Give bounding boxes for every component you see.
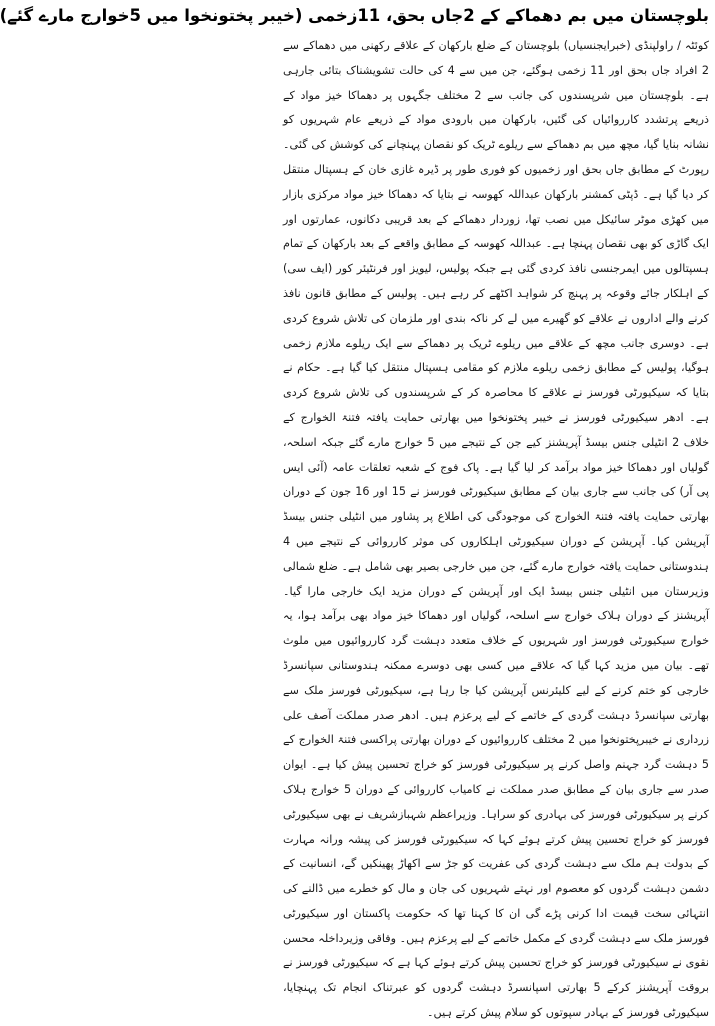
headline: بلوچستان میں بم دھماکے کے 2جاں بحق، 11زخمی (خیبر پختونخوا میں 5خوارج مارے گئے) <box>0 6 709 25</box>
article-body: کوئٹہ / راولپنڈی (خبرایجنسیاں) بلوچستان کے ضلع بارکھان کے علاقے رکھنی میں دھماکے سے 2 افراد جاں بحق اور 11 زخمی ہوگئے، جن میں سے 4 کی حالت تشویشناک بتائی جارہی ہے۔ بلوچستان میں شرپسندوں کی جانب سے 2 مختلف جگہوں پر دھماکا خیز مواد کے ذریعے پرتشدد کارروائیاں کی گئیں، بارکھان میں بارودی مواد کے ذریعے عام شہریوں کو نشانہ بنایا گیا، مچھ میں بم دھماکے سے ریلوے ٹریک کو نقصان پہنچانے کی کوشش کی گئی۔ رپورٹ کے مطابق جاں بحق اور زخمیوں کو فوری طور پر ڈیرہ غازی خان کے ہسپتال منتقل کر دیا گیا ہے۔ ڈپٹی کمشنر بارکھان عبداللہ کھوسہ نے بتایا کہ دھماکا خیز مواد مرکزی بازار میں کھڑی موٹر سائیکل میں نصب تھا، زوردار دھماکے کے بعد قریبی دکانوں، عمارتوں اور ایک گاڑی کو بھی نقصان پہنچا ہے۔ عبداللہ کھوسہ کے مطابق واقعے کے بعد بارکھان کے تمام ہسپتالوں میں ایمرجنسی نافذ کردی گئی ہے جبکہ پولیس، لیویز اور فرنٹیئر کور (ایف سی) کے اہلکار جائے وقوعہ پر پہنچ کر شواہد اکٹھے کر رہے ہیں۔ پولیس کے مطابق قانون نافذ کرنے والے اداروں نے علاقے کو گھیرے میں لے کر ناکہ بندی اور ملزمان کی تلاش شروع کردی ہے۔ دوسری جانب مچھ کے علاقے میں ریلوے ٹریک پر دھماکے سے ایک ریلوے ملازم زخمی ہوگیا، پولیس کے مطابق زخمی ریلوے ملازم کو مقامی ہسپتال منتقل کیا گیا ہے۔ حکام نے بتایا کہ سیکیورٹی فورسز نے علاقے کا محاصرہ کر کے شرپسندوں کی تلاش شروع کردی ہے۔ ادھر سیکیورٹی فورسز نے خیبر پختونخوا میں بھارتی حمایت یافتہ فتنۃ الخوارج کے خلاف 2 انٹیلی جنس بیسڈ آپریشنز کیے جن کے نتیجے میں 5 خوارج مارے گئے جبکہ اسلحہ، گولیاں اور دھماکا خیز مواد برآمد کر لیا گیا ہے۔ پاک فوج کے شعبہ تعلقات عامہ (آئی ایس پی آر) کی جانب سے جاری بیان کے مطابق سیکیورٹی فورسز نے 15 اور 16 جون کے دوران بھارتی حمایت یافتہ فتنۃ الخوارج کی موجودگی کی اطلاع پر پشاور میں انٹیلی جنس بیسڈ آپریشن کیا۔ آپریشن کے دوران سیکیورٹی اہلکاروں کی موثر کارروائی کے نتیجے میں 4 ہندوستانی حمایت یافتہ خوارج مارے گئے، جن میں خارجی بصیر بھی شامل ہے۔ ضلع شمالی وزیرستان میں انٹیلی جنس بیسڈ ایک اور آپریشن کے دوران مزید ایک خارجی مارا گیا۔ آپریشنز کے دوران ہلاک خوارج سے اسلحہ، گولیاں اور دھماکا خیز مواد بھی برآمد ہوا، یہ خوارج سیکیورٹی فورسز اور شہریوں کے خلاف متعدد دہشت گرد کارروائیوں میں ملوث تھے۔ بیان میں مزید کہا گیا کہ علاقے میں کسی بھی دوسرے ممکنہ ہندوستانی سپانسرڈ خارجی کو ختم کرنے کے لیے کلیئرنس آپریشن کیا جا رہا ہے، سیکیورٹی فورسز ملک سے بھارتی سپانسرڈ دہشت گردی کے خاتمے کے لیے پرعزم ہیں۔ ادھر صدر مملکت آصف علی زرداری نے خیبرپختونخوا میں 2 مختلف کارروائیوں کے دوران بھارتی پراکسی فتنۃ الخوارج کے 5 دہشت گرد جہنم واصل کرنے پر سیکیورٹی فورسز کو خراج تحسین پیش کیا ہے۔ ایوان صدر سے جاری بیان کے مطابق صدر مملکت نے کامیاب کارروائی کے دوران 5 خوارج ہلاک کرنے پر سیکیورٹی فورسز کی بہادری کو سراہا۔ وزیراعظم شہبازشریف نے بھی سیکیورٹی فورسز کو خراج تحسین پیش کرتے ہوئے کہا کہ سیکیورٹی فورسز کی پیشہ ورانہ مہارت کے بدولت ہم ملک سے دہشت گردی کی عفریت کو جڑ سے اکھاڑ پھینکیں گے، انسانیت کے دشمن دہشت گردوں کو معصوم اور نہتے شہریوں کی جان و مال کو خطرے میں ڈالنے کی انتہائی سخت قیمت ادا کرنی پڑے گی ان کا کہنا تھا کہ حکومت پاکستان اور سیکیورٹی فورسز ملک سے دہشت گردی کے مکمل خاتمے کے لیے پرعزم ہیں۔ وفاقی وزیرداخلہ محسن نقوی نے سیکیورٹی فورسز کو خراج تحسین پیش کرتے ہوئے کہا ہے کہ سیکیورٹی فورسز نے بروقت آپریشنز کرکے 5 بھارتی اسپانسرڈ دہشت گردوں کو عبرتناک انجام تک پہنچایا، سیکیورٹی فورسز کے بہادر سپوتوں کو سلام پیش کرتے ہیں۔ <box>283 39 710 1020</box>
